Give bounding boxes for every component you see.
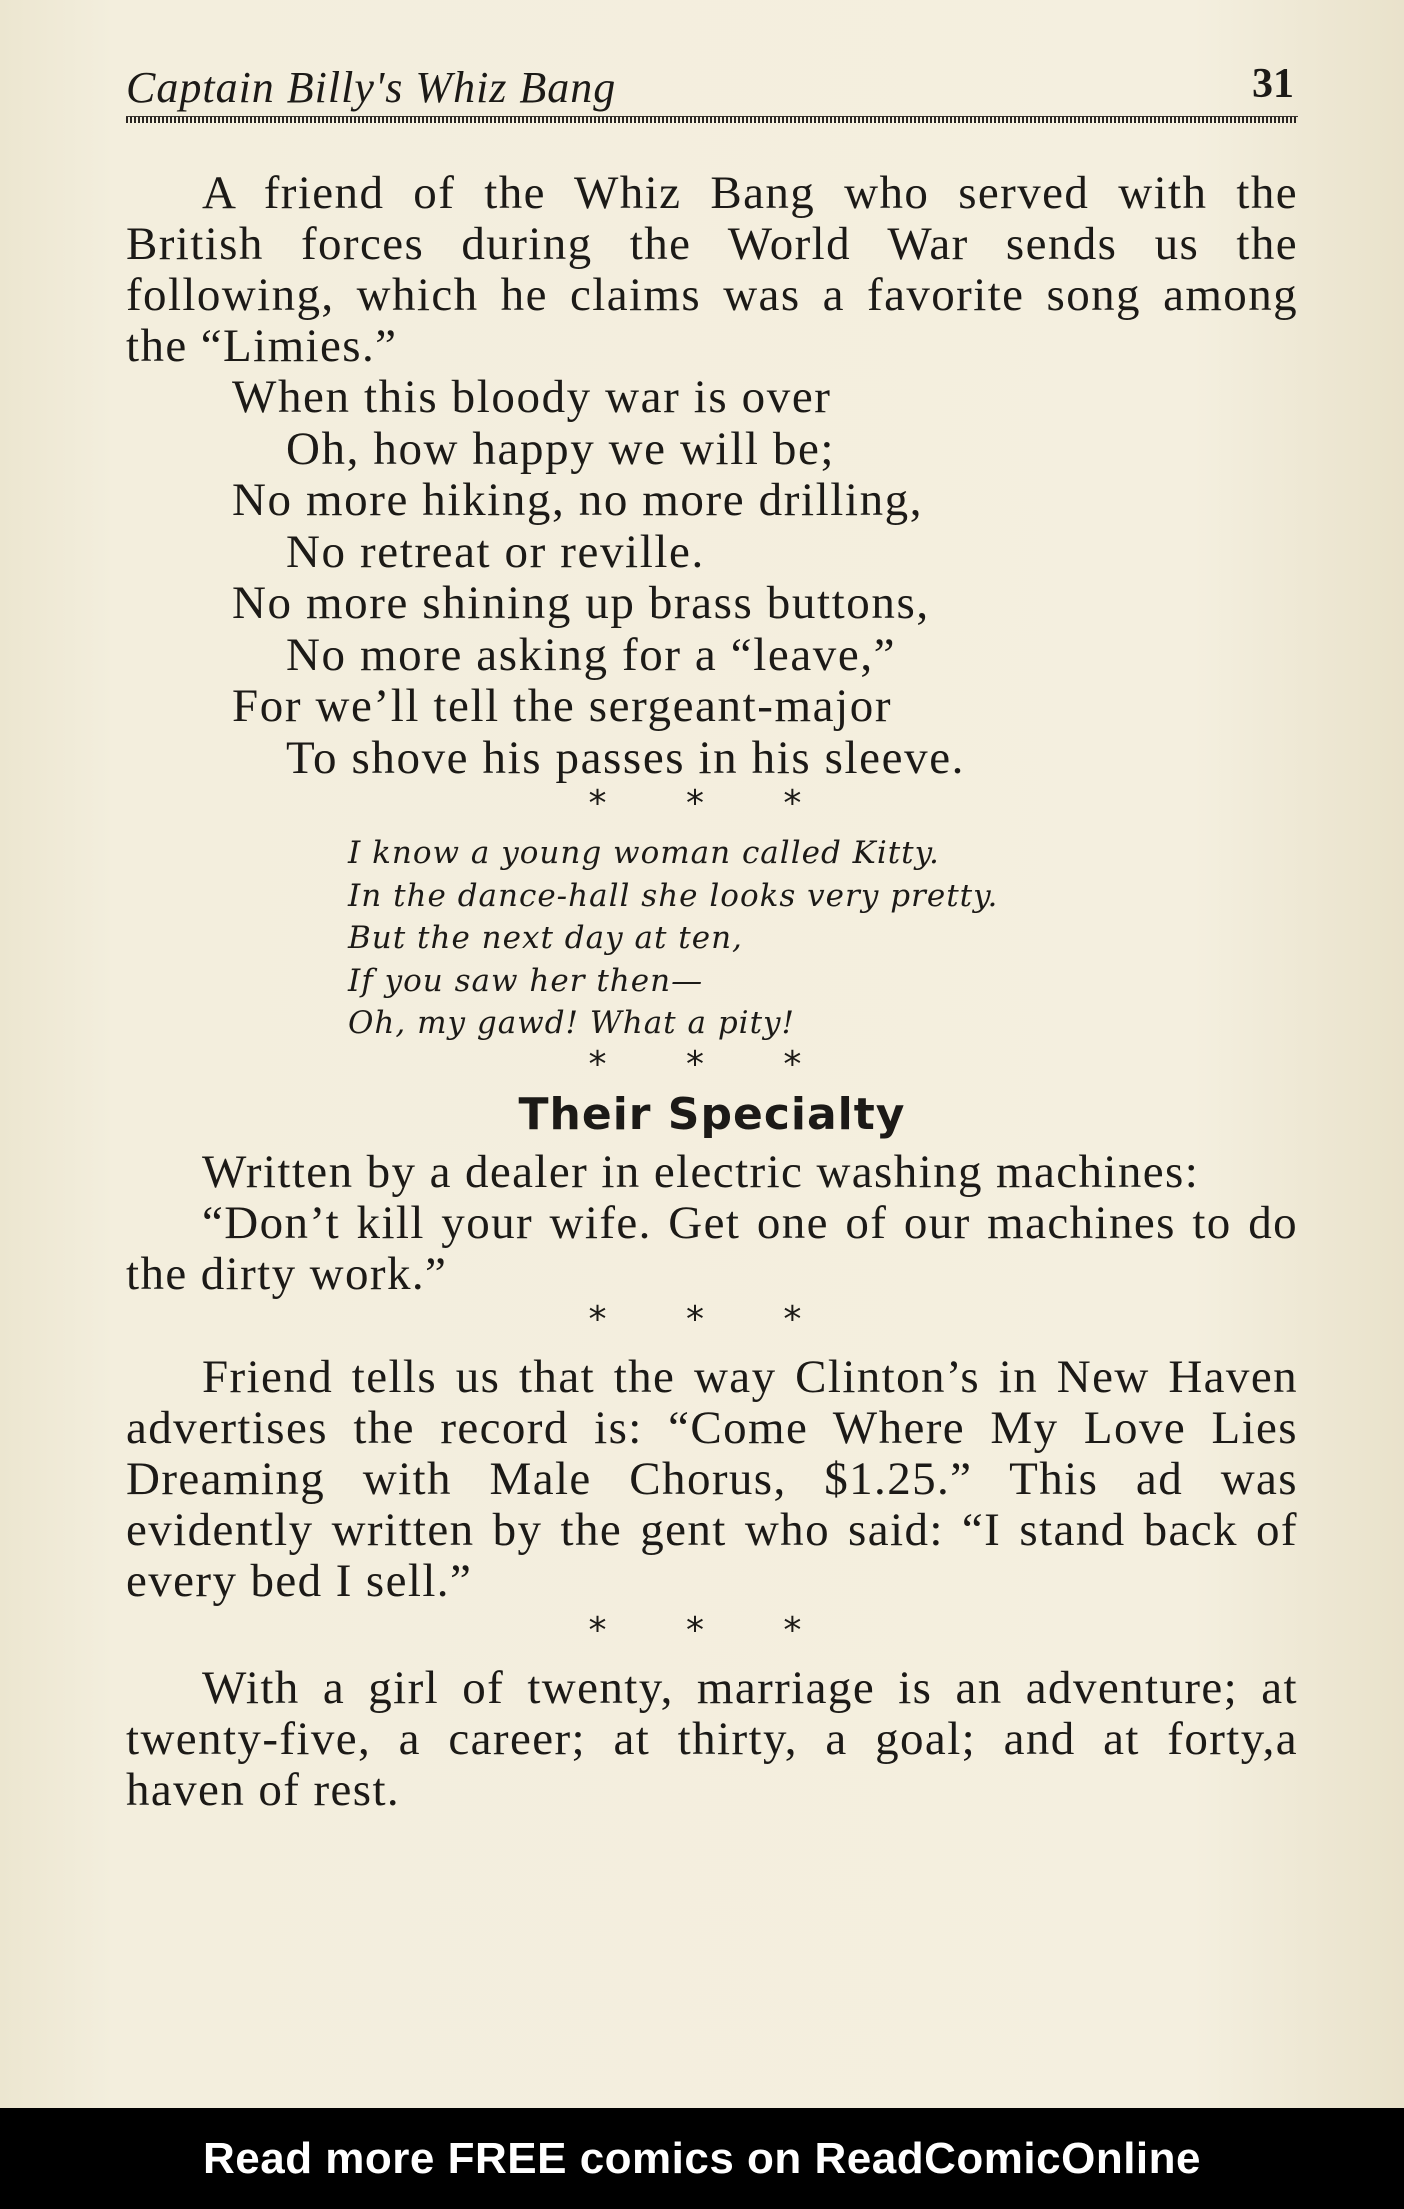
specialty-quote: “Don’t kill your wife. Get one of our machines to do the dirty work.” [126,1196,1298,1300]
song-line: To shove his passes in his sleeve. [286,731,966,784]
promo-banner[interactable] [0,2108,1404,2209]
header-rule [126,116,1298,123]
separator: * * * [588,1609,836,1651]
song-line: Oh, how happy we will be; [286,422,836,475]
marriage-paragraph: With a girl of twenty, marriage is an adventure; at twenty-five, a career; at thirty, a goal; and at forty,a haven of rest. [126,1661,1298,1816]
clintons-paragraph: Friend tells us that the way Clinton’s in New Haven advertises the record is: “Come Where My Love Lies Dreaming with Male Chorus, $1.25.” This ad was evidently written by the gent who said: “I stand back of every bed I sell.” [126,1350,1298,1607]
specialty-intro: Written by a dealer in electric washing machines: [202,1145,1200,1198]
separator: * * * [588,783,836,824]
song-line: When this bloody war is over [232,371,832,423]
song-line: No more asking for a “leave,” [286,628,897,681]
song-line: No retreat or reville. [286,525,705,578]
intro-paragraph: A friend of the Whiz Bang who served with the British forces during the World War sends us the following, which he claims was a favorite song among the “Limies.” [126,167,1298,372]
page-content [126,168,1298,1816]
page-number: 31 [1252,61,1294,107]
song-line: No more hiking, no more drilling, [232,474,924,526]
song-line: No more shining up brass buttons, [232,577,930,629]
limerick-line: In the dance-hall she looks very pretty. [348,877,999,914]
separator: * * * [588,1298,836,1340]
limerick-line: But the next day at ten, [348,920,743,956]
song-verse [126,372,1298,784]
separator: * * * [588,1043,836,1085]
running-title: Captain Billy's Whiz Bang [126,63,617,112]
song-line: For we’ll tell the sergeant-major [232,680,893,732]
limerick-line: If you saw her then— [348,962,704,999]
limerick-line: I know a young woman called Kitty. [348,835,940,871]
page-header [126,58,1294,110]
promo-banner-text[interactable]: Read more FREE comics on ReadComicOnline [202,2133,1201,2183]
limerick-line: Oh, my gawd! What a pity! [348,1005,796,1041]
section-title: Their Specialty [518,1088,906,1140]
limerick [126,832,1298,1045]
